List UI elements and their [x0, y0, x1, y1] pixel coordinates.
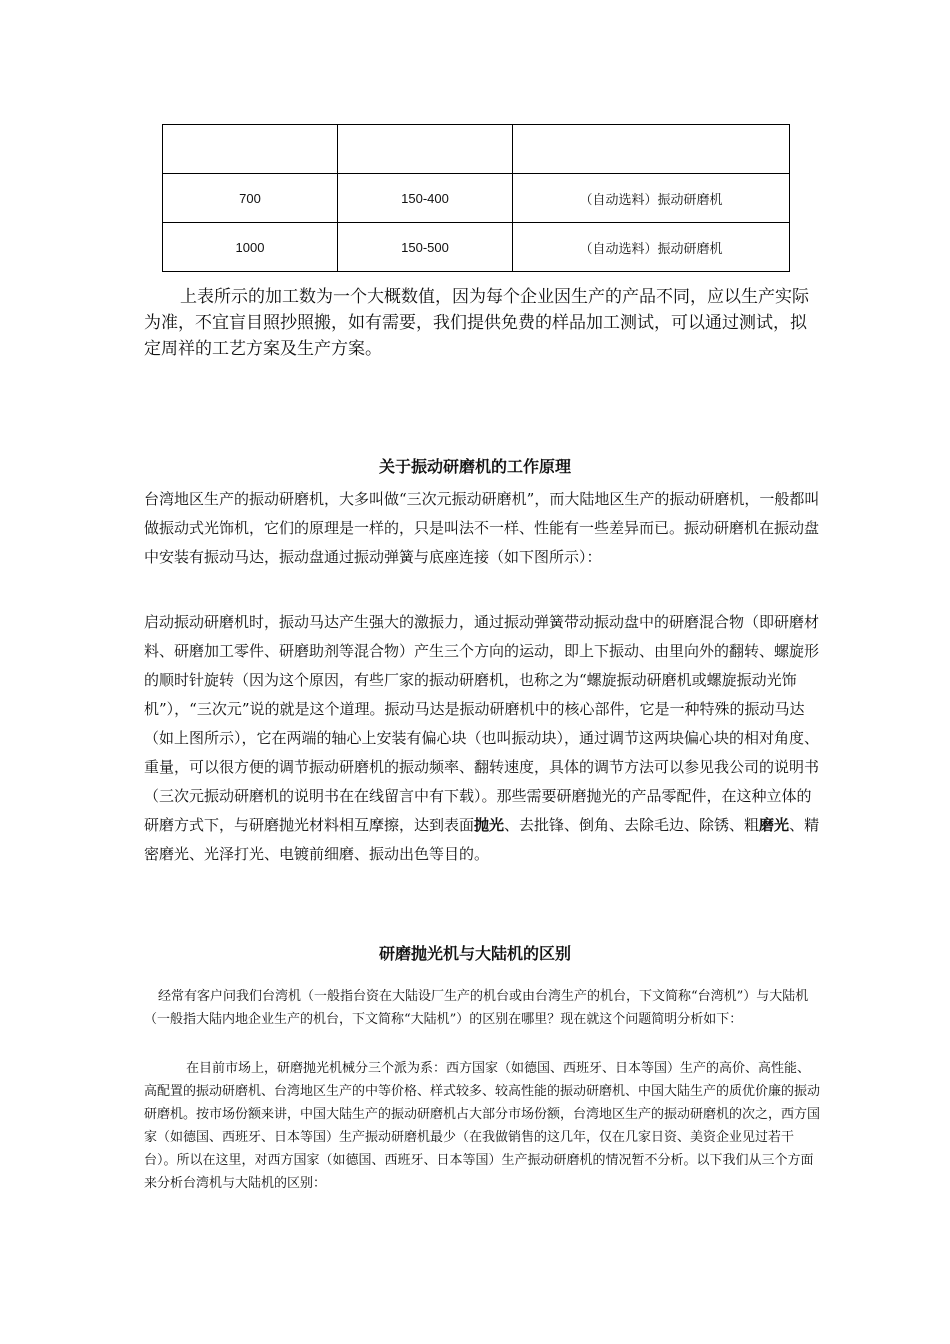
table-cell: （自动选料）振动研磨机 [513, 174, 790, 223]
table-row [163, 174, 790, 223]
table-cell [513, 125, 790, 174]
body-text: 、精密磨光、光泽打光、电镀前细磨、振动出色等目的。 [144, 816, 820, 863]
table-cell: 150-500 [338, 223, 513, 272]
body-text: 启动振动研磨机时，振动马达产生强大的激振力，通过振动弹簧带动振动盘中的研磨混合物（即研磨材料、研磨加工零件、研磨助剂等混合物）产生三个方向的运动，即上下振动、由里向外的翻转、螺旋形的顺时针旋转（因为这个原因，有些厂家的振动研磨机，也称之为“螺旋振动研磨机或螺旋振动光饰机”），“三次元”说的就是这个道理。振动马达是振动研磨机中的核心部件，它是一种特殊的振动马达（如上图所示），它在两端的轴心上安装有偏心块（也叫振动块），通过调节这两块偏心块的相对角度、重量，可以很方便的调节振动研磨机的振动频率、翻转速度，具体的调节方法可以参见我公司的说明书（三次元振动研磨机的说明书在在线留言中有下载）。那些需要研磨抛光的产品零配件，在这种立体的研磨方式下，与研磨抛光材料相互摩擦，达到表面 [144, 613, 820, 834]
table-cell: （自动选料）振动研磨机 [513, 223, 790, 272]
principle-intro-paragraph: 台湾地区生产的振动研磨机，大多叫做“三次元振动研磨机”，而大陆地区生产的振动研磨机，一般都叫做振动式光饰机，它们的原理是一样的，只是叫法不一样、性能有一些差异而已。振动研磨机在振动盘中安装有振动马达，振动盘通过振动弹簧与底座连接（如下图所示）： [144, 490, 820, 566]
bold-term-grinding: 磨光 [759, 816, 790, 834]
table-cell [163, 125, 338, 174]
table-row [163, 125, 790, 174]
section-title-working-principle: 关于振动研磨机的工作原理 [378, 457, 571, 476]
body-text: 、去批锋、倒角、去除毛边、除锈、粗 [504, 816, 760, 834]
principle-body-paragraph [144, 608, 820, 869]
table-cell [338, 125, 513, 174]
section-title-differences: 研磨抛光机与大陆机的区别 [378, 944, 571, 963]
table-note-paragraph: 上表所示的加工数为一个大概数值，因为每个企业因生产的产品不同，应以生产实际为准，不宜盲目照抄照搬，如有需要，我们提供免费的样品加工测试，可以通过测试，拟定周祥的工艺方案及生产方案。 [144, 287, 809, 359]
table-cell: 700 [163, 174, 338, 223]
table-row [163, 223, 790, 272]
bold-term-polishing: 抛光 [474, 816, 505, 834]
spec-table [162, 124, 790, 272]
table-cell: 150-400 [338, 174, 513, 223]
table-cell: 1000 [163, 223, 338, 272]
differences-body-paragraph: 在目前市场上，研磨抛光机械分三个派为系：西方国家（如德国、西班牙、日本等国）生产的高价、高性能、高配置的振动研磨机、台湾地区生产的中等价格、样式较多、较高性能的振动研磨机、中国大陆生产的质优价廉的振动研磨机。按市场份额来讲，中国大陆生产的振动研磨机占大部分市场份额，台湾地区生产的振动研磨机的次之，西方国家（如德国、西班牙、日本等国）生产振动研磨机最少（在我做销售的这几年，仅在几家日资、美资企业见过若干台）。所以在这里，对西方国家（如德国、西班牙、日本等国）生产振动研磨机的情况暂不分析。以下我们从三个方面来分析台湾机与大陆机的区别： [144, 1061, 821, 1191]
differences-intro-paragraph: 经常有客户问我们台湾机（一般指台资在大陆设厂生产的机台或由台湾生产的机台，下文简称“台湾机”）与大陆机（一般指大陆内地企业生产的机台，下文简称“大陆机”）的区别在哪里？现在就这个问题简明分析如下： [144, 989, 809, 1027]
